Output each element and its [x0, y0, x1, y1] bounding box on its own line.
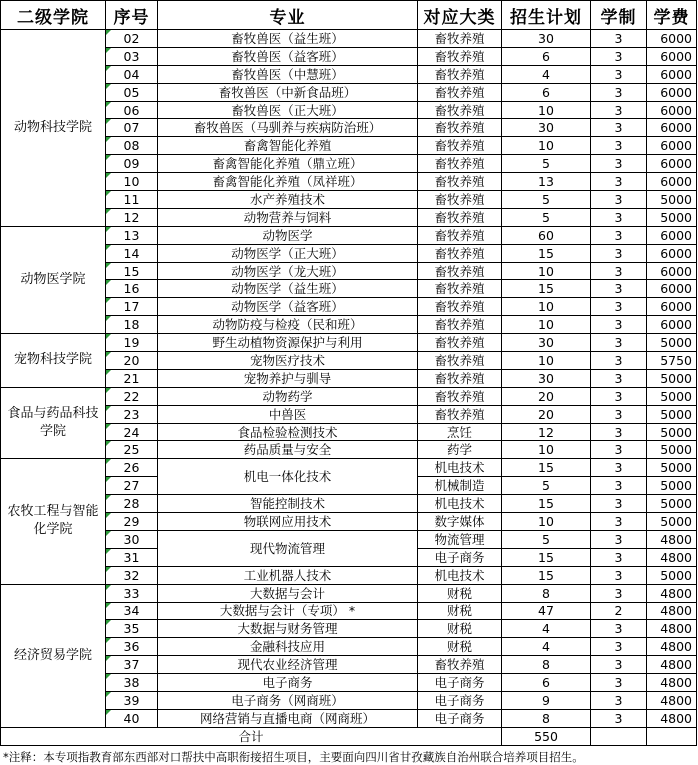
major-cell: 中兽医	[158, 405, 418, 423]
table-row	[1, 709, 697, 727]
major-cell: 畜牧兽医（正大班）	[158, 101, 418, 119]
years-cell: 3	[591, 280, 647, 298]
major-cell: 宠物医疗技术	[158, 352, 418, 370]
category-cell: 畜牧养殖	[418, 83, 502, 101]
seq-cell: 14	[106, 244, 158, 262]
plan-cell: 5	[502, 530, 591, 548]
years-cell: 3	[591, 441, 647, 459]
major-cell: 电子商务	[158, 674, 418, 692]
seq-cell: 20	[106, 352, 158, 370]
fee-cell: 5000	[647, 405, 697, 423]
years-cell: 3	[591, 709, 647, 727]
fee-cell: 4800	[647, 691, 697, 709]
table-row	[1, 83, 697, 101]
plan-cell: 15	[502, 548, 591, 566]
seq-cell: 40	[106, 709, 158, 727]
years-cell: 2	[591, 602, 647, 620]
years-cell: 3	[591, 656, 647, 674]
plan-cell: 10	[502, 137, 591, 155]
years-cell: 3	[591, 119, 647, 137]
total-empty-cell	[591, 727, 647, 745]
plan-cell: 15	[502, 280, 591, 298]
years-cell: 3	[591, 584, 647, 602]
years-cell: 3	[591, 83, 647, 101]
fee-cell: 5000	[647, 459, 697, 477]
plan-cell: 5	[502, 477, 591, 495]
table-row	[1, 244, 697, 262]
category-cell: 电子商务	[418, 548, 502, 566]
years-cell: 3	[591, 47, 647, 65]
header-seq: 序号	[106, 1, 158, 30]
plan-cell: 30	[502, 334, 591, 352]
category-cell: 畜牧养殖	[418, 244, 502, 262]
seq-cell: 28	[106, 495, 158, 513]
header-category: 对应大类	[418, 1, 502, 30]
category-cell: 畜牧养殖	[418, 101, 502, 119]
plan-cell: 10	[502, 101, 591, 119]
major-cell: 动物医学（益生班）	[158, 280, 418, 298]
fee-cell: 4800	[647, 548, 697, 566]
table-row	[1, 405, 697, 423]
college-cell: 食品与药品科技学院	[1, 387, 106, 459]
years-cell: 3	[591, 226, 647, 244]
major-cell: 现代农业经济管理	[158, 656, 418, 674]
plan-cell: 47	[502, 602, 591, 620]
years-cell: 3	[591, 459, 647, 477]
total-plan: 550	[502, 727, 591, 745]
years-cell: 3	[591, 405, 647, 423]
fee-cell: 6000	[647, 280, 697, 298]
major-cell: 畜牧兽医（中新食品班）	[158, 83, 418, 101]
plan-cell: 4	[502, 620, 591, 638]
major-cell: 食品检验检测技术	[158, 423, 418, 441]
category-cell: 畜牧养殖	[418, 47, 502, 65]
years-cell: 3	[591, 548, 647, 566]
plan-cell: 20	[502, 387, 591, 405]
major-cell: 畜禽智能化养殖（鼎立班）	[158, 155, 418, 173]
fee-cell: 5000	[647, 208, 697, 226]
category-cell: 电子商务	[418, 691, 502, 709]
plan-cell: 4	[502, 65, 591, 83]
table-row	[1, 352, 697, 370]
major-cell: 电子商务（网商班）	[158, 691, 418, 709]
major-cell: 宠物养护与驯导	[158, 369, 418, 387]
table-row	[1, 155, 697, 173]
table-row	[1, 656, 697, 674]
seq-cell: 07	[106, 119, 158, 137]
plan-cell: 10	[502, 262, 591, 280]
fee-cell: 5000	[647, 566, 697, 584]
major-cell: 药品质量与安全	[158, 441, 418, 459]
fee-cell: 5000	[647, 369, 697, 387]
major-cell: 网络营销与直播电商（网商班）	[158, 709, 418, 727]
major-cell: 大数据与财务管理	[158, 620, 418, 638]
major-cell: 物联网应用技术	[158, 513, 418, 531]
seq-cell: 21	[106, 369, 158, 387]
table-row	[1, 441, 697, 459]
major-cell: 畜牧兽医（中慧班）	[158, 65, 418, 83]
table-row	[1, 387, 697, 405]
major-cell: 野生动植物资源保护与利用	[158, 334, 418, 352]
fee-cell: 6000	[647, 101, 697, 119]
college-cell: 农牧工程与智能化学院	[1, 459, 106, 584]
category-cell: 烹饪	[418, 423, 502, 441]
plan-cell: 10	[502, 316, 591, 334]
table-row	[1, 316, 697, 334]
plan-cell: 5	[502, 155, 591, 173]
major-cell: 大数据与会计（专项） *	[158, 602, 418, 620]
seq-cell: 08	[106, 137, 158, 155]
table-row	[1, 423, 697, 441]
table-row	[1, 47, 697, 65]
category-cell: 畜牧养殖	[418, 137, 502, 155]
fee-cell: 5000	[647, 387, 697, 405]
fee-cell: 5000	[647, 191, 697, 209]
years-cell: 3	[591, 334, 647, 352]
category-cell: 畜牧养殖	[418, 155, 502, 173]
seq-cell: 06	[106, 101, 158, 119]
header-years: 学制	[591, 1, 647, 30]
table-row	[1, 226, 697, 244]
major-cell: 畜牧兽医（益客班）	[158, 47, 418, 65]
fee-cell: 6000	[647, 155, 697, 173]
years-cell: 3	[591, 155, 647, 173]
category-cell: 畜牧养殖	[418, 226, 502, 244]
category-cell: 畜牧养殖	[418, 173, 502, 191]
plan-cell: 8	[502, 709, 591, 727]
plan-cell: 20	[502, 405, 591, 423]
plan-cell: 12	[502, 423, 591, 441]
category-cell: 畜牧养殖	[418, 405, 502, 423]
years-cell: 3	[591, 477, 647, 495]
major-cell: 畜牧兽医（益生班）	[158, 30, 418, 48]
seq-cell: 35	[106, 620, 158, 638]
years-cell: 3	[591, 620, 647, 638]
table-row	[1, 620, 697, 638]
years-cell: 3	[591, 191, 647, 209]
years-cell: 3	[591, 352, 647, 370]
major-cell: 智能控制技术	[158, 495, 418, 513]
seq-cell: 09	[106, 155, 158, 173]
plan-cell: 15	[502, 566, 591, 584]
seq-cell: 36	[106, 638, 158, 656]
header-fee: 学费	[647, 1, 697, 30]
plan-cell: 10	[502, 298, 591, 316]
seq-cell: 05	[106, 83, 158, 101]
fee-cell: 6000	[647, 226, 697, 244]
category-cell: 财税	[418, 620, 502, 638]
category-cell: 机电技术	[418, 459, 502, 477]
seq-cell: 33	[106, 584, 158, 602]
major-cell: 动物药学	[158, 387, 418, 405]
fee-cell: 5000	[647, 477, 697, 495]
fee-cell: 6000	[647, 83, 697, 101]
years-cell: 3	[591, 244, 647, 262]
years-cell: 3	[591, 137, 647, 155]
fee-cell: 5000	[647, 423, 697, 441]
college-cell: 动物科技学院	[1, 30, 106, 227]
plan-cell: 8	[502, 656, 591, 674]
category-cell: 机械制造	[418, 477, 502, 495]
major-cell: 动物医学（益客班）	[158, 298, 418, 316]
total-empty-cell	[647, 727, 697, 745]
category-cell: 财税	[418, 602, 502, 620]
seq-cell: 22	[106, 387, 158, 405]
category-cell: 畜牧养殖	[418, 262, 502, 280]
category-cell: 财税	[418, 638, 502, 656]
category-cell: 畜牧养殖	[418, 352, 502, 370]
major-cell: 动物医学（龙大班）	[158, 262, 418, 280]
total-row	[1, 727, 697, 745]
plan-cell: 30	[502, 369, 591, 387]
plan-cell: 15	[502, 495, 591, 513]
college-cell: 经济贸易学院	[1, 584, 106, 727]
table-row	[1, 602, 697, 620]
years-cell: 3	[591, 316, 647, 334]
fee-cell: 6000	[647, 137, 697, 155]
seq-cell: 02	[106, 30, 158, 48]
major-cell: 动物医学	[158, 226, 418, 244]
major-cell: 畜禽智能化养殖（凤祥班）	[158, 173, 418, 191]
table-row	[1, 513, 697, 531]
fee-cell: 4800	[647, 620, 697, 638]
fee-cell: 6000	[647, 30, 697, 48]
plan-cell: 15	[502, 459, 591, 477]
footnote: *注释：本专项指教育部东西部对口帮扶中高职衔接招生项目，主要面向四川省甘孜藏族自治州联合培养项目招生。	[3, 749, 584, 764]
years-cell: 3	[591, 65, 647, 83]
fee-cell: 4800	[647, 584, 697, 602]
plan-cell: 60	[502, 226, 591, 244]
table-row	[1, 674, 697, 692]
seq-cell: 26	[106, 459, 158, 477]
category-cell: 电子商务	[418, 674, 502, 692]
table-row	[1, 30, 697, 48]
table-row	[1, 191, 697, 209]
fee-cell: 6000	[647, 119, 697, 137]
major-cell: 大数据与会计	[158, 584, 418, 602]
table-row	[1, 137, 697, 155]
category-cell: 财税	[418, 584, 502, 602]
years-cell: 3	[591, 387, 647, 405]
seq-cell: 29	[106, 513, 158, 531]
fee-cell: 5000	[647, 513, 697, 531]
table-row	[1, 65, 697, 83]
plan-cell: 4	[502, 638, 591, 656]
category-cell: 畜牧养殖	[418, 30, 502, 48]
plan-cell: 8	[502, 584, 591, 602]
plan-cell: 6	[502, 83, 591, 101]
seq-cell: 04	[106, 65, 158, 83]
header-row	[1, 1, 697, 30]
years-cell: 3	[591, 298, 647, 316]
header-major: 专业	[158, 1, 418, 30]
seq-cell: 15	[106, 262, 158, 280]
plan-cell: 10	[502, 352, 591, 370]
seq-cell: 37	[106, 656, 158, 674]
category-cell: 药学	[418, 441, 502, 459]
plan-cell: 10	[502, 513, 591, 531]
seq-cell: 25	[106, 441, 158, 459]
category-cell: 畜牧养殖	[418, 387, 502, 405]
seq-cell: 11	[106, 191, 158, 209]
fee-cell: 6000	[647, 262, 697, 280]
years-cell: 3	[591, 423, 647, 441]
fee-cell: 6000	[647, 298, 697, 316]
college-cell: 动物医学院	[1, 226, 106, 333]
header-college: 二级学院	[1, 1, 106, 30]
plan-cell: 5	[502, 191, 591, 209]
table-row	[1, 262, 697, 280]
major-cell: 动物医学（正大班）	[158, 244, 418, 262]
plan-cell: 15	[502, 244, 591, 262]
years-cell: 3	[591, 530, 647, 548]
plan-cell: 6	[502, 674, 591, 692]
major-cell: 工业机器人技术	[158, 566, 418, 584]
plan-cell: 13	[502, 173, 591, 191]
fee-cell: 4800	[647, 709, 697, 727]
category-cell: 畜牧养殖	[418, 656, 502, 674]
category-cell: 畜牧养殖	[418, 65, 502, 83]
table-row	[1, 459, 697, 477]
total-label: 合计	[1, 727, 502, 745]
table-row	[1, 101, 697, 119]
seq-cell: 17	[106, 298, 158, 316]
major-cell: 现代物流管理	[158, 530, 418, 566]
fee-cell: 6000	[647, 47, 697, 65]
major-cell: 动物营养与饲料	[158, 208, 418, 226]
fee-cell: 4800	[647, 638, 697, 656]
fee-cell: 6000	[647, 173, 697, 191]
fee-cell: 6000	[647, 244, 697, 262]
fee-cell: 4800	[647, 530, 697, 548]
plan-cell: 10	[502, 441, 591, 459]
category-cell: 畜牧养殖	[418, 334, 502, 352]
years-cell: 3	[591, 173, 647, 191]
table-row	[1, 173, 697, 191]
fee-cell: 4800	[647, 674, 697, 692]
fee-cell: 5000	[647, 495, 697, 513]
seq-cell: 38	[106, 674, 158, 692]
seq-cell: 32	[106, 566, 158, 584]
category-cell: 电子商务	[418, 709, 502, 727]
plan-cell: 9	[502, 691, 591, 709]
seq-cell: 34	[106, 602, 158, 620]
seq-cell: 03	[106, 47, 158, 65]
years-cell: 3	[591, 513, 647, 531]
category-cell: 畜牧养殖	[418, 208, 502, 226]
category-cell: 畜牧养殖	[418, 316, 502, 334]
years-cell: 3	[591, 369, 647, 387]
table-row	[1, 280, 697, 298]
table-row	[1, 119, 697, 137]
category-cell: 数字媒体	[418, 513, 502, 531]
category-cell: 畜牧养殖	[418, 119, 502, 137]
category-cell: 畜牧养殖	[418, 298, 502, 316]
fee-cell: 5750	[647, 352, 697, 370]
seq-cell: 39	[106, 691, 158, 709]
seq-cell: 19	[106, 334, 158, 352]
table-row	[1, 298, 697, 316]
years-cell: 3	[591, 691, 647, 709]
category-cell: 物流管理	[418, 530, 502, 548]
seq-cell: 24	[106, 423, 158, 441]
major-cell: 机电一体化技术	[158, 459, 418, 495]
table-row	[1, 495, 697, 513]
fee-cell: 6000	[647, 316, 697, 334]
fee-cell: 4800	[647, 602, 697, 620]
seq-cell: 12	[106, 208, 158, 226]
fee-cell: 5000	[647, 441, 697, 459]
table-row	[1, 530, 697, 548]
years-cell: 3	[591, 566, 647, 584]
years-cell: 3	[591, 101, 647, 119]
table-row	[1, 638, 697, 656]
table-row	[1, 566, 697, 584]
seq-cell: 27	[106, 477, 158, 495]
years-cell: 3	[591, 638, 647, 656]
table-row	[1, 691, 697, 709]
years-cell: 3	[591, 208, 647, 226]
category-cell: 畜牧养殖	[418, 369, 502, 387]
fee-cell: 5000	[647, 334, 697, 352]
major-cell: 畜牧兽医（马驯养与疾病防治班）	[158, 119, 418, 137]
years-cell: 3	[591, 495, 647, 513]
seq-cell: 23	[106, 405, 158, 423]
years-cell: 3	[591, 674, 647, 692]
category-cell: 畜牧养殖	[418, 280, 502, 298]
plan-cell: 30	[502, 30, 591, 48]
seq-cell: 10	[106, 173, 158, 191]
table-row	[1, 334, 697, 352]
header-plan: 招生计划	[502, 1, 591, 30]
years-cell: 3	[591, 262, 647, 280]
plan-cell: 5	[502, 208, 591, 226]
seq-cell: 18	[106, 316, 158, 334]
major-cell: 水产养殖技术	[158, 191, 418, 209]
table-row	[1, 584, 697, 602]
category-cell: 机电技术	[418, 495, 502, 513]
category-cell: 畜牧养殖	[418, 191, 502, 209]
years-cell: 3	[591, 30, 647, 48]
college-cell: 宠物科技学院	[1, 334, 106, 388]
plan-cell: 30	[502, 119, 591, 137]
plan-cell: 6	[502, 47, 591, 65]
seq-cell: 30	[106, 530, 158, 548]
seq-cell: 31	[106, 548, 158, 566]
category-cell: 机电技术	[418, 566, 502, 584]
seq-cell: 13	[106, 226, 158, 244]
table-row	[1, 369, 697, 387]
major-cell: 动物防疫与检疫（民和班）	[158, 316, 418, 334]
table-row	[1, 208, 697, 226]
seq-cell: 16	[106, 280, 158, 298]
fee-cell: 4800	[647, 656, 697, 674]
fee-cell: 6000	[647, 65, 697, 83]
major-cell: 畜禽智能化养殖	[158, 137, 418, 155]
major-cell: 金融科技应用	[158, 638, 418, 656]
